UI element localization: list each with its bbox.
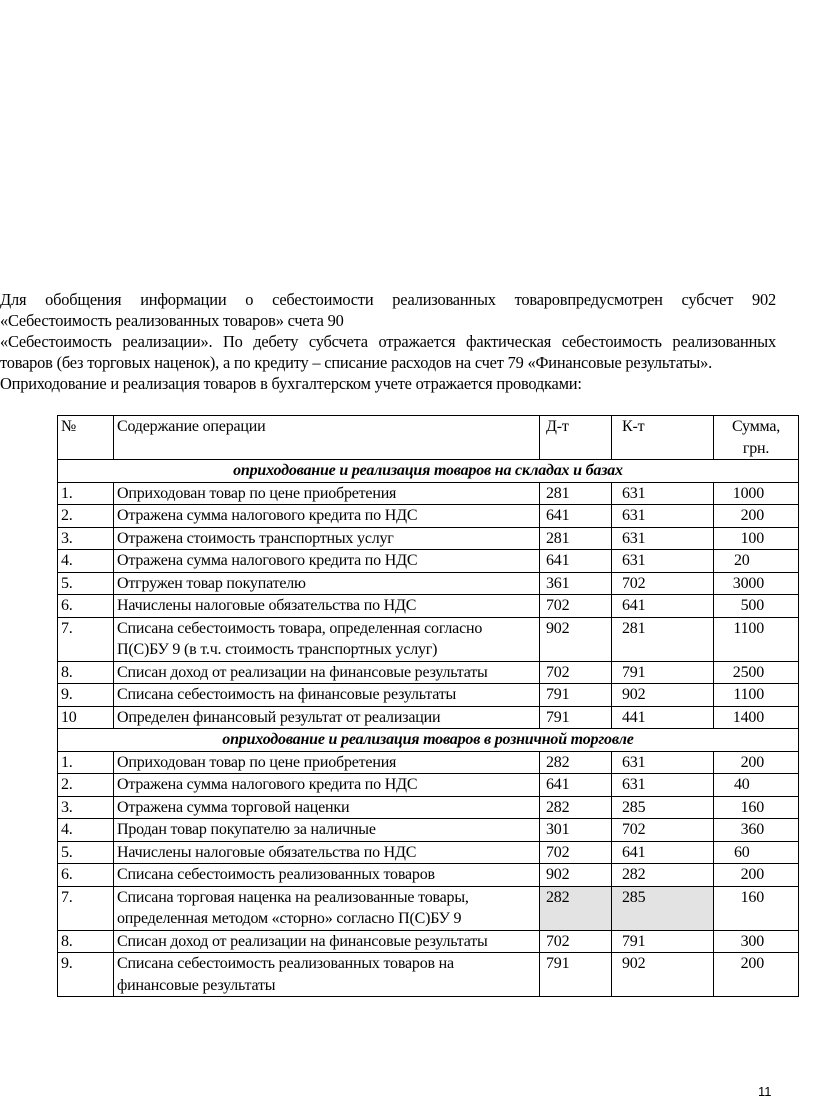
- row-sum: 1100: [714, 617, 799, 661]
- row-number: 8.: [58, 930, 114, 953]
- row-debit: 641: [540, 774, 612, 797]
- section-row: [58, 729, 799, 752]
- row-credit: 631: [612, 527, 714, 550]
- row-credit: 902: [612, 953, 714, 997]
- table-row: [58, 819, 799, 842]
- row-operation: Списана себестоимость товара, определенная согласно П(С)БУ 9 (в т.ч. стоимость транспортных услуг): [114, 617, 540, 661]
- row-sum: 200: [714, 505, 799, 528]
- row-operation: Продан товар покупателю за наличные: [114, 819, 540, 842]
- row-credit: 791: [612, 930, 714, 953]
- row-operation: Списана себестоимость реализованных товаров: [114, 864, 540, 887]
- row-debit: 702: [540, 841, 612, 864]
- intro-paragraph-1: Для обобщения информации о себестоимости реализованных товаровпредусмотрен субсчет 902: [0, 290, 776, 309]
- row-operation: Определен финансовый результат от реализации: [114, 706, 540, 729]
- row-debit: 282: [540, 796, 612, 819]
- row-operation: Отражена стоимость транспортных услуг: [114, 527, 540, 550]
- table-row: [58, 505, 799, 528]
- row-sum: 2500: [714, 661, 799, 684]
- row-number: 5.: [58, 841, 114, 864]
- row-sum: 200: [714, 864, 799, 887]
- row-debit: 282: [540, 886, 612, 930]
- postings-table: [57, 415, 799, 997]
- row-number: 2.: [58, 505, 114, 528]
- table-row: [58, 796, 799, 819]
- row-number: 4.: [58, 550, 114, 573]
- row-debit: 301: [540, 819, 612, 842]
- row-debit: 702: [540, 595, 612, 618]
- row-number: 1.: [58, 751, 114, 774]
- row-sum: 40: [714, 774, 799, 797]
- row-operation: Оприходован товар по цене приобретения: [114, 751, 540, 774]
- row-debit: 281: [540, 527, 612, 550]
- row-credit: 902: [612, 684, 714, 707]
- header-credit: К-т: [612, 416, 714, 460]
- table-row: [58, 482, 799, 505]
- row-operation: Списан доход от реализации на финансовые результаты: [114, 930, 540, 953]
- row-operation: Отражена сумма налогового кредита по НДС: [114, 550, 540, 573]
- table-row: [58, 706, 799, 729]
- row-operation: Отгружен товар покупателю: [114, 572, 540, 595]
- row-sum: 1000: [714, 482, 799, 505]
- row-number: 2.: [58, 774, 114, 797]
- row-operation: Начислены налоговые обязательства по НДС: [114, 841, 540, 864]
- row-credit: 702: [612, 572, 714, 595]
- row-credit: 281: [612, 617, 714, 661]
- row-number: 10: [58, 706, 114, 729]
- row-debit: 641: [540, 550, 612, 573]
- intro-paragraph-2: «Себестоимость реализованных товаров» счета 90: [0, 311, 344, 330]
- row-credit: 641: [612, 595, 714, 618]
- table-row: [58, 572, 799, 595]
- row-sum: 1400: [714, 706, 799, 729]
- row-number: 3.: [58, 527, 114, 550]
- row-credit: 285: [612, 886, 714, 930]
- row-number: 9.: [58, 953, 114, 997]
- row-number: 7.: [58, 617, 114, 661]
- table-row: [58, 550, 799, 573]
- table-row: [58, 751, 799, 774]
- row-operation: Отражена сумма налогового кредита по НДС: [114, 774, 540, 797]
- table-row: [58, 774, 799, 797]
- row-debit: 702: [540, 661, 612, 684]
- row-credit: 702: [612, 819, 714, 842]
- row-sum: 360: [714, 819, 799, 842]
- row-operation: Отражена сумма налогового кредита по НДС: [114, 505, 540, 528]
- row-sum: 1100: [714, 684, 799, 707]
- table-row: [58, 617, 799, 661]
- row-sum: 20: [714, 550, 799, 573]
- row-debit: 702: [540, 930, 612, 953]
- table-row: [58, 930, 799, 953]
- row-sum: 160: [714, 886, 799, 930]
- row-operation: Списан доход от реализации на финансовые результаты: [114, 661, 540, 684]
- row-credit: 631: [612, 751, 714, 774]
- row-number: 6.: [58, 864, 114, 887]
- row-sum: 500: [714, 595, 799, 618]
- table-row: [58, 684, 799, 707]
- row-number: 5.: [58, 572, 114, 595]
- table-row: [58, 595, 799, 618]
- table-row: [58, 886, 799, 930]
- intro-text: [0, 289, 776, 394]
- row-credit: 441: [612, 706, 714, 729]
- section-row: [58, 460, 799, 483]
- table-row: [58, 841, 799, 864]
- row-number: 1.: [58, 482, 114, 505]
- table-header-row: [58, 416, 799, 460]
- row-operation: Начислены налоговые обязательства по НДС: [114, 595, 540, 618]
- row-sum: 300: [714, 930, 799, 953]
- row-sum: 3000: [714, 572, 799, 595]
- row-operation: Оприходован товар по цене приобретения: [114, 482, 540, 505]
- row-number: 9.: [58, 684, 114, 707]
- row-debit: 902: [540, 617, 612, 661]
- table-row: [58, 864, 799, 887]
- section-title: оприходование и реализация товаров в розничной торговле: [58, 729, 799, 752]
- row-debit: 361: [540, 572, 612, 595]
- row-debit: 791: [540, 953, 612, 997]
- header-operation: Содержание операции: [114, 416, 540, 460]
- row-number: 6.: [58, 595, 114, 618]
- row-credit: 631: [612, 774, 714, 797]
- row-debit: 641: [540, 505, 612, 528]
- table-row: [58, 527, 799, 550]
- row-credit: 791: [612, 661, 714, 684]
- section-title: оприходование и реализация товаров на складах и базах: [58, 460, 799, 483]
- row-number: 8.: [58, 661, 114, 684]
- row-debit: 902: [540, 864, 612, 887]
- row-credit: 631: [612, 550, 714, 573]
- row-operation: Списана себестоимость реализованных товаров на финансовые результаты: [114, 953, 540, 997]
- row-credit: 631: [612, 505, 714, 528]
- row-sum: 100: [714, 527, 799, 550]
- row-credit: 282: [612, 864, 714, 887]
- intro-paragraph-3: «Себестоимость реализации». По дебету субсчета отражается фактическая себестоимость реализованных товаров (без торговых наценок), а по кредиту – списание расходов на счет 79 «Финансовые результаты».: [0, 332, 776, 372]
- header-no: №: [58, 416, 114, 460]
- row-sum: 60: [714, 841, 799, 864]
- row-credit: 285: [612, 796, 714, 819]
- row-operation: Отражена сумма торговой наценки: [114, 796, 540, 819]
- row-debit: 791: [540, 684, 612, 707]
- row-number: 4.: [58, 819, 114, 842]
- intro-paragraph-4: Оприходование и реализация товаров в бухгалтерском учете отражается проводками:: [0, 374, 582, 393]
- page-number: 11: [758, 1084, 772, 1099]
- row-sum: 200: [714, 751, 799, 774]
- row-number: 7.: [58, 886, 114, 930]
- header-sum: Сумма, грн.: [714, 416, 799, 460]
- header-debit: Д-т: [540, 416, 612, 460]
- row-number: 3.: [58, 796, 114, 819]
- row-debit: 282: [540, 751, 612, 774]
- row-debit: 281: [540, 482, 612, 505]
- row-debit: 791: [540, 706, 612, 729]
- row-credit: 641: [612, 841, 714, 864]
- table-row: [58, 661, 799, 684]
- row-sum: 200: [714, 953, 799, 997]
- row-operation: Списана торговая наценка на реализованные товары, определенная методом «сторно» согласно П(С)БУ 9: [114, 886, 540, 930]
- row-operation: Списана себестоимость на финансовые результаты: [114, 684, 540, 707]
- row-sum: 160: [714, 796, 799, 819]
- row-credit: 631: [612, 482, 714, 505]
- table-row: [58, 953, 799, 997]
